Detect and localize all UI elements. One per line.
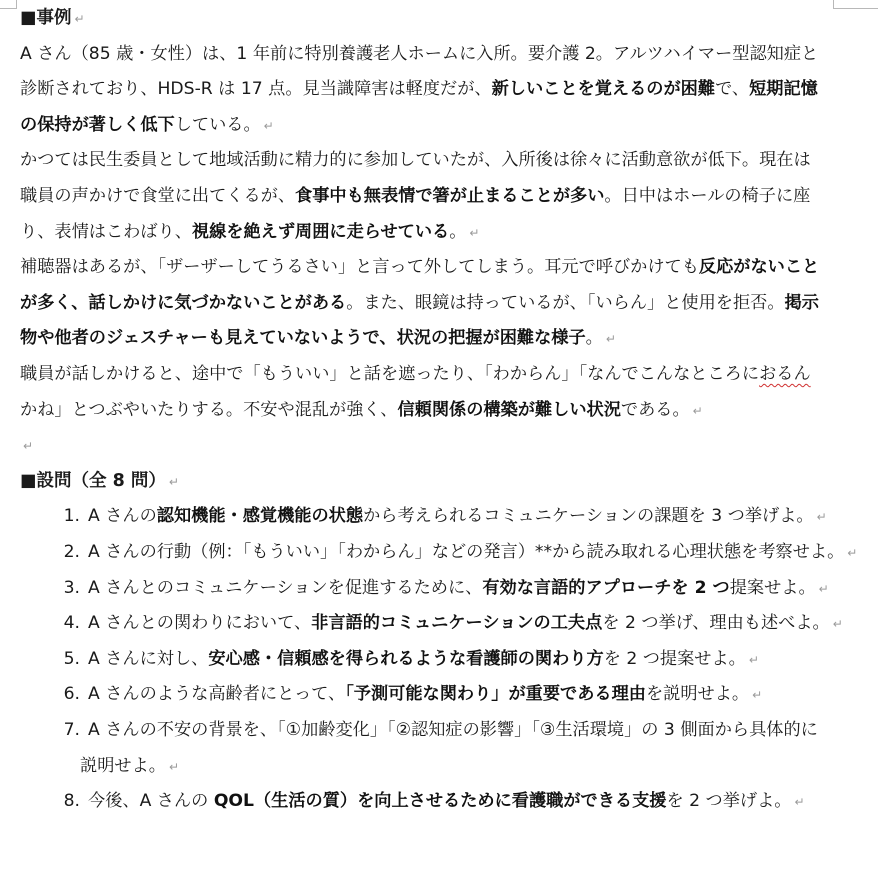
text-run: かつては民生委員として地域活動に精力的に参加していたが、入所後は徐々に活動意欲が低下。現在は <box>20 150 811 171</box>
text-run: で、 <box>715 79 750 100</box>
questions-heading <box>20 463 179 500</box>
questions-heading-label: ■設問（全 8 問） <box>20 470 166 491</box>
text-run: A さんのような高齢者にとって、 <box>88 684 346 705</box>
case-text-line <box>20 142 811 178</box>
case-text-line <box>20 178 810 214</box>
question-number: 5. <box>63 648 80 669</box>
bold-text: 短期記憶 <box>749 79 818 100</box>
text-run: 説明せよ。 <box>80 755 166 776</box>
bold-text: 信頼関係の構築が難しい状況 <box>397 399 621 420</box>
text-run: 。日中はホールの椅子に座 <box>604 186 811 206</box>
bold-text: QOL（生活の質）を向上させるために看護職ができる支援 <box>213 791 667 812</box>
text-run: A さん（85 歳・女性）は、1 年前に特別養護老人ホームに入所。要介護 2。アルツハイマー型認知症と <box>20 43 819 64</box>
text-run: A さんの行動（例：「もういい」「わからん」などの発言）**から読み取れる心理状態を考察せよ。 <box>88 542 845 562</box>
case-text-line <box>20 249 819 285</box>
spellcheck-text: おるん <box>759 364 811 384</box>
page-corner-mark-left <box>0 0 17 9</box>
bold-text: 物や他者のジェスチャーも見えていないようで、状況の把握が困難な様子 <box>20 328 586 349</box>
paragraph-mark: ↵ <box>605 332 616 347</box>
text-run: を説明せよ。 <box>645 684 750 705</box>
question-item <box>50 783 805 820</box>
paragraph-mark: ↵ <box>692 403 703 418</box>
text-run: 提案せよ。 <box>729 577 816 598</box>
text-run: かね」とつぶやいたりする。不安や混乱が強く、 <box>20 399 398 420</box>
bold-text: 視線を絶えず周囲に走らせている <box>191 221 450 242</box>
bold-text: 食事中も無表情で箸が止まることが多い <box>295 186 605 206</box>
case-text-line <box>20 36 818 72</box>
question-item <box>50 676 762 713</box>
paragraph-mark: ↵ <box>168 474 179 489</box>
paragraph-mark: ↵ <box>794 795 805 810</box>
question-item <box>50 570 829 607</box>
text-run: A さんとの関わりにおいて、 <box>88 613 312 634</box>
bold-text: 非言語的コミュニケーションの工夫点 <box>311 613 603 634</box>
case-heading <box>20 0 85 37</box>
case-text-line <box>20 107 274 144</box>
question-item <box>50 605 843 642</box>
paragraph-mark: ↵ <box>469 225 480 240</box>
case-text-line <box>20 392 703 429</box>
paragraph-mark: ↵ <box>168 759 180 774</box>
paragraph-mark: ↵ <box>23 439 34 454</box>
question-number: 1. <box>63 506 80 527</box>
text-run: A さんとのコミュニケーションを促進するために、 <box>88 577 483 598</box>
case-text-line <box>20 320 616 357</box>
bold-text: 掲示 <box>784 292 819 313</box>
text-run: A さんに対し、 <box>88 648 209 669</box>
text-run: 今後、A さんの <box>88 791 214 812</box>
question-item <box>50 534 857 571</box>
paragraph-mark: ↵ <box>752 688 763 703</box>
text-run: を 2 つ挙げよ。 <box>666 791 792 812</box>
text-run: 職員の声かけで食堂に出てくるが、 <box>20 186 296 206</box>
bold-text: が多く、話しかけに気づかないことがある <box>20 292 347 313</box>
question-item <box>50 641 759 678</box>
paragraph-mark: ↵ <box>263 118 274 133</box>
text-run: である。 <box>620 399 690 420</box>
text-run: 。 <box>449 221 467 242</box>
case-text-line <box>20 356 811 392</box>
question-number: 2. <box>63 542 80 562</box>
text-run: している。 <box>174 114 261 135</box>
question-number: 7. <box>63 720 80 740</box>
paragraph-mark: ↵ <box>748 652 759 667</box>
bold-text: 有効な言語的アプローチを 2 つ <box>482 577 730 598</box>
text-run: A さんの <box>88 506 157 527</box>
text-run: り、表情はこわばり、 <box>20 221 192 242</box>
bold-text: 「予測可能な関わり」が重要である理由 <box>345 684 646 705</box>
question-item <box>50 712 818 748</box>
bold-text: の保持が著しく低下 <box>20 114 175 135</box>
paragraph-mark: ↵ <box>818 581 829 596</box>
case-text-line <box>20 214 479 251</box>
bold-text: 新しいことを覚えるのが困難 <box>491 79 716 100</box>
empty-paragraph <box>20 427 33 464</box>
text-run: から考えられるコミュニケーションの課題を 3 つ挙げよ。 <box>363 506 814 527</box>
text-run: 。また、眼鏡は持っているが、「いらん」と使用を拒否。 <box>346 292 785 313</box>
text-run: 診断されており、HDS-R は 17 点。見当識障害は軽度だが、 <box>20 79 492 100</box>
question-number: 6. <box>63 684 80 705</box>
bold-text: 認知機能・感覚機能の状態 <box>156 506 364 527</box>
case-heading-label: ■事例 <box>20 8 72 28</box>
page-corner-mark-right <box>833 0 878 9</box>
text-run: 職員が話しかけると、途中で「もういい」と話を遮ったり、「わからん」「なんでこんなところに <box>20 364 760 384</box>
question-item <box>80 748 179 785</box>
text-run: 補聴器はあるが、「ザーザーしてうるさい」と言って外してしまう。耳元で呼びかけても <box>20 257 699 278</box>
question-number: 3. <box>63 577 80 598</box>
question-number: 4. <box>63 613 80 634</box>
text-run: を 2 つ挙げ、理由も述べよ。 <box>602 613 830 634</box>
bold-text: 反応がないこと <box>698 257 820 278</box>
paragraph-mark: ↵ <box>74 12 85 26</box>
text-run: を 2 つ提案せよ。 <box>603 648 746 669</box>
bold-text: 安心感・信頼感を得られるような看護師の関わり方 <box>208 648 604 669</box>
text-run: 。 <box>585 328 603 349</box>
paragraph-mark: ↵ <box>832 617 843 632</box>
question-number: 8. <box>63 791 80 812</box>
question-item <box>50 498 827 535</box>
case-text-line <box>20 285 819 321</box>
text-run: A さんの不安の背景を、「①加齢変化」「②認知症の影響」「③生活環境」の 3 側面から具体的に <box>88 720 818 740</box>
paragraph-mark: ↵ <box>847 546 858 560</box>
case-text-line <box>20 71 818 107</box>
paragraph-mark: ↵ <box>816 510 827 525</box>
